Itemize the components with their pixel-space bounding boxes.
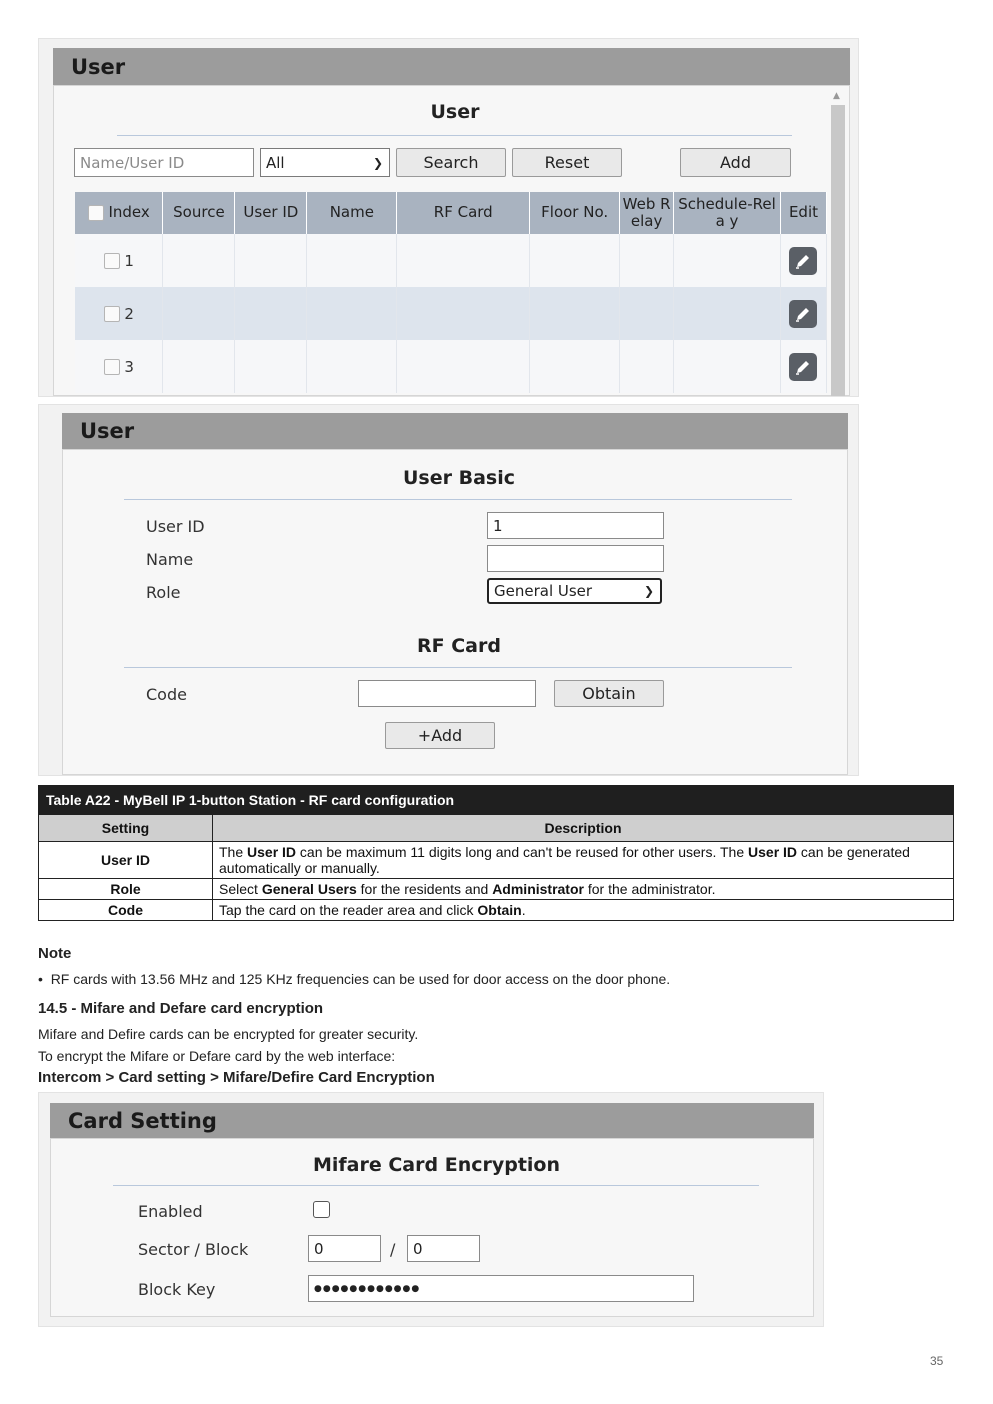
role-value: General User xyxy=(494,582,593,600)
section-line-2: To encrypt the Mifare or Defare card by the web interface: xyxy=(38,1048,396,1064)
role-select[interactable] xyxy=(487,578,662,604)
header-description: Description xyxy=(213,815,954,842)
section-divider xyxy=(113,1185,759,1186)
edit-icon[interactable] xyxy=(789,353,817,381)
add-button[interactable]: Add xyxy=(680,148,791,177)
add-card-button[interactable]: +Add xyxy=(385,722,495,749)
enabled-checkbox[interactable] xyxy=(313,1201,330,1218)
table-row xyxy=(39,900,954,921)
code-label: Code xyxy=(146,685,187,704)
description-cell: Select General Users for the residents and Administrator for the administrator. xyxy=(213,879,954,900)
note-title: Note xyxy=(38,945,72,962)
enabled-label: Enabled xyxy=(138,1202,203,1221)
edit-cell xyxy=(780,287,826,340)
edit-cell xyxy=(780,340,826,393)
column-header-rf-card: RF Card xyxy=(397,192,530,234)
role-label: Role xyxy=(146,583,181,602)
table-header-row xyxy=(75,192,827,234)
scroll-up-icon[interactable]: ▲ xyxy=(833,91,840,101)
user-basic-screenshot xyxy=(38,404,859,776)
header-setting: Setting xyxy=(39,815,213,842)
slash-separator: / xyxy=(390,1240,396,1259)
user-basic-header: User xyxy=(62,413,848,449)
section-line-1: Mifare and Defire cards can be encrypted for greater security. xyxy=(38,1026,419,1042)
card-setting-screenshot xyxy=(38,1092,824,1327)
filter-value: All xyxy=(266,153,285,172)
chevron-down-icon: ❯ xyxy=(643,584,654,598)
edit-cell xyxy=(780,234,826,287)
row-index: 3 xyxy=(75,340,163,393)
section-heading: 14.5 - Mifare and Defare card encryption xyxy=(38,1000,324,1017)
user-list-header: User xyxy=(53,48,850,85)
search-button[interactable]: Search xyxy=(396,148,506,177)
description-cell: Tap the card on the reader area and click Obtain. xyxy=(213,900,954,921)
row-index: 1 xyxy=(75,234,163,287)
setting-cell: Code xyxy=(39,900,213,921)
column-header-web-relay: Web R elay xyxy=(620,192,674,234)
name-field[interactable] xyxy=(487,545,664,572)
rf-config-table xyxy=(38,785,954,921)
obtain-button[interactable]: Obtain xyxy=(554,680,664,707)
description-cell: The User ID can be maximum 11 digits long and can't be reused for other users. The User ID can be generated automatically or manually. xyxy=(213,842,954,879)
column-header-name: Name xyxy=(307,192,397,234)
section-divider xyxy=(117,135,792,136)
section-title: User xyxy=(430,101,480,123)
rf-card-title: RF Card xyxy=(417,635,501,657)
select-all-checkbox[interactable] xyxy=(88,205,104,221)
setting-cell: Role xyxy=(39,879,213,900)
block-key-field[interactable]: ●●●●●●●●●●●● xyxy=(308,1275,694,1302)
user-id-label: User ID xyxy=(146,517,205,536)
table-caption: Table A22 - MyBell IP 1-button Station - RF card configuration xyxy=(39,786,954,815)
reset-button[interactable]: Reset xyxy=(512,148,622,177)
section-divider xyxy=(124,667,792,668)
column-header-index: Index xyxy=(75,192,163,234)
column-header-edit: Edit xyxy=(780,192,826,234)
table-row xyxy=(75,234,827,287)
mifare-section-title: Mifare Card Encryption xyxy=(312,1154,561,1176)
table-row xyxy=(39,879,954,900)
table-row xyxy=(39,842,954,879)
row-index: 2 xyxy=(75,287,163,340)
card-setting-header: Card Setting xyxy=(50,1103,814,1138)
edit-icon[interactable] xyxy=(789,247,817,275)
user-basic-title: User Basic xyxy=(403,467,515,489)
section-divider xyxy=(124,499,792,500)
row-checkbox[interactable] xyxy=(104,359,120,375)
column-header-source: Source xyxy=(163,192,235,234)
column-header-floor-no: Floor No. xyxy=(530,192,620,234)
menu-path: Intercom > Card setting > Mifare/Defire Card Encryption xyxy=(38,1069,435,1086)
column-header-schedule-relay: Schedule-Rela y xyxy=(674,192,781,234)
table-row xyxy=(75,340,827,393)
code-field[interactable] xyxy=(358,680,536,707)
note-bullet: • RF cards with 13.56 MHz and 125 KHz frequencies can be used for door access on the door phone. xyxy=(38,971,671,987)
column-header-user-id: User ID xyxy=(235,192,307,234)
sector-field[interactable]: 0 xyxy=(308,1235,381,1262)
block-key-label: Block Key xyxy=(138,1280,216,1299)
user-list-screenshot xyxy=(38,38,859,397)
edit-icon[interactable] xyxy=(789,300,817,328)
setting-cell: User ID xyxy=(39,842,213,879)
vertical-scrollbar[interactable] xyxy=(831,105,845,396)
user-table xyxy=(75,192,827,393)
search-input[interactable]: Name/User ID xyxy=(74,148,254,177)
table-row xyxy=(75,287,827,340)
row-checkbox[interactable] xyxy=(104,306,120,322)
chevron-down-icon: ❯ xyxy=(372,155,383,170)
sector-block-label: Sector / Block xyxy=(138,1240,249,1259)
name-label: Name xyxy=(146,550,194,569)
row-checkbox[interactable] xyxy=(104,253,120,269)
block-field[interactable]: 0 xyxy=(407,1235,480,1262)
user-id-field[interactable]: 1 xyxy=(487,512,664,539)
filter-select[interactable] xyxy=(260,148,390,177)
page-number: 35 xyxy=(930,1354,944,1368)
